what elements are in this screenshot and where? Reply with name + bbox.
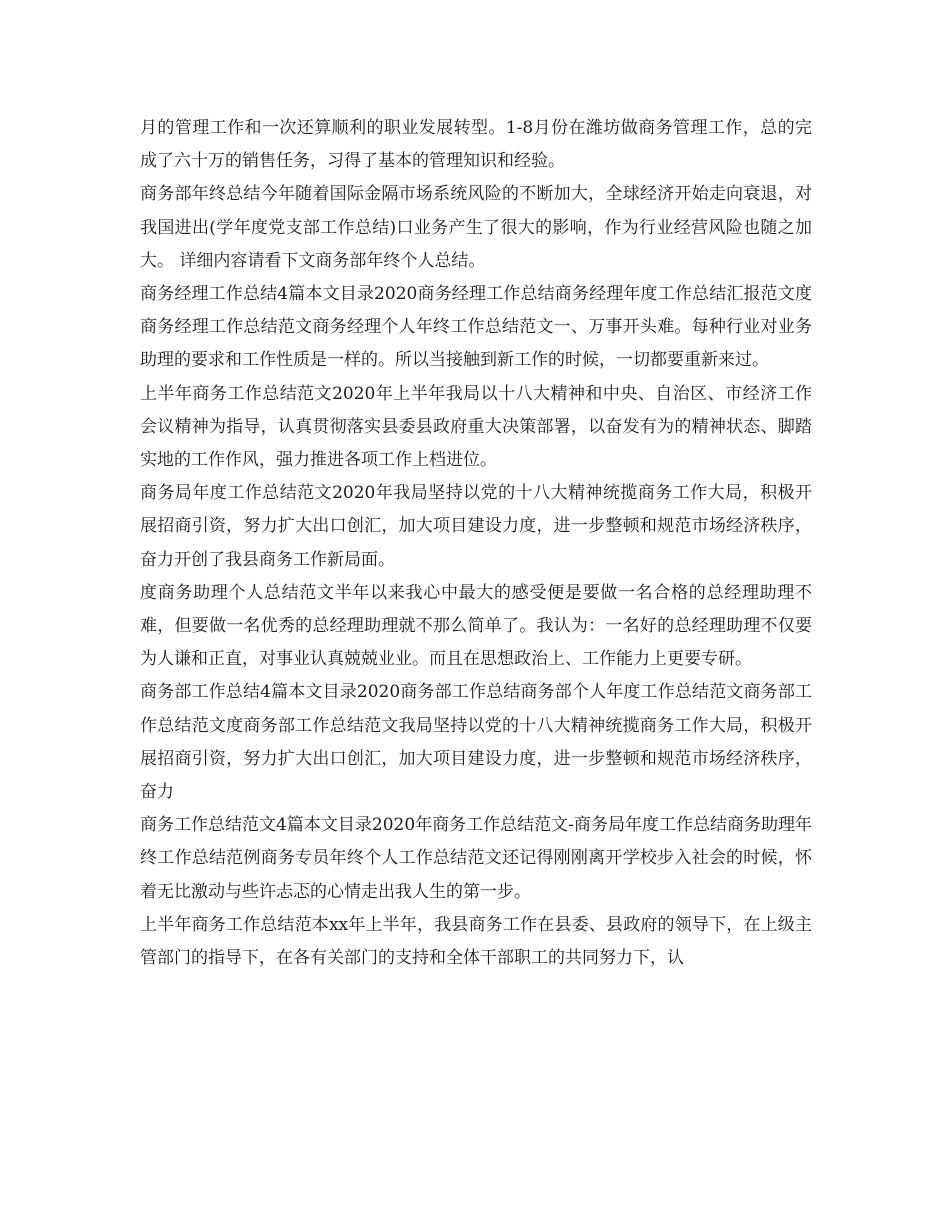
paragraph-7: 商务部工作总结4篇本文目录2020商务部工作总结商务部个人年度工作总结范文商务部工作总结范文度商务部工作总结范文我局坚持以党的十八大精神统揽商务工作大局，积极开展招商引资，努力扩大出口创汇，加大项目建设力度，进一步整顿和规范市场经济秩序，奋力 [140,682,812,803]
paragraph-8: 商务工作总结范文4篇本文目录2020年商务工作总结范文-商务局年度工作总结商务助理年终工作总结范例商务专员年终个人工作总结范文还记得刚刚离开学校步入社会的时候，怀着无比激动与些许忐忑的心情走出我人生的第一步。 [140,815,812,902]
paragraph-9: 上半年商务工作总结范本xx年上半年，我县商务工作在县委、县政府的领导下，在上级主管部门的指导下，在各有关部门的支持和全体干部职工的共同努力下，认 [140,914,812,969]
document-body [140,112,812,975]
paragraph-6: 度商务助理个人总结范文半年以来我心中最大的感受便是要做一名合格的总经理助理不难，但要做一名优秀的总经理助理就不那么简单了。我认为：一名好的总经理助理不仅要为人谦和正直，对事业认真兢兢业业。而且在思想政治上、工作能力上更要专研。 [140,582,812,670]
paragraph-1: 月的管理工作和一次还算顺利的职业发展转型。1-8月份在潍坊做商务管理工作，总的完成了六十万的销售任务，习得了基本的管理知识和经验。 [140,118,812,172]
paragraph-5: 商务局年度工作总结范文2020年我局坚持以党的十八大精神统揽商务工作大局，积极开展招商引资，努力扩大出口创汇，加大项目建设力度，进一步整顿和规范市场经济秩序，奋力开创了我县商务工作新局面。 [140,483,812,570]
paragraph-3: 商务经理工作总结4篇本文目录2020商务经理工作总结商务经理年度工作总结汇报范文度商务经理工作总结范文商务经理个人年终工作总结范文一、万事开头难。每种行业对业务助理的要求和工作性质是一样的。所以当接触到新工作的时候，一切都要重新来过。 [140,284,812,371]
paragraph-4: 上半年商务工作总结范文2020年上半年我局以十八大精神和中央、自治区、市经济工作会议精神为指导，认真贯彻落实县委县政府重大决策部署，以奋发有为的精神状态、脚踏实地的工作作风，强力推进各项工作上档进位。 [140,383,812,471]
paragraph-2: 商务部年终总结今年随着国际金隔市场系统风险的不断加大，全球经济开始走向衰退，对我国进出(学年度党支部工作总结)口业务产生了很大的影响，作为行业经营风险也随之加大。 详细内容请看下文商务部年终个人总结。 [140,184,812,271]
